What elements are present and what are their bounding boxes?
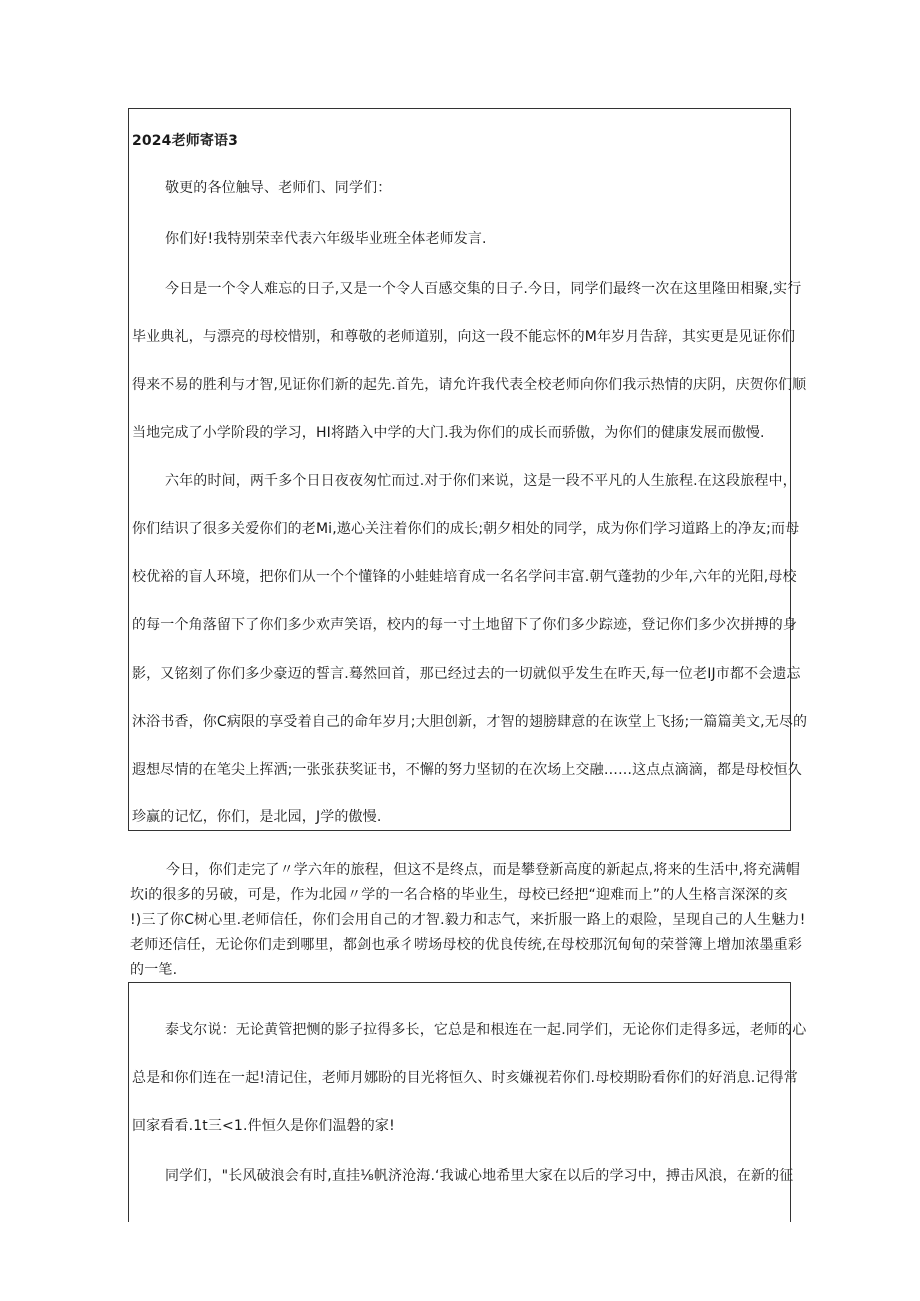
letter-box-2 (128, 982, 807, 1222)
paragraph-line: 当地完成了小学阶段的学习，HI将踏入中学的大门.我为你们的成长而骄傲，为你们的健康发展而傲慢. (132, 425, 765, 441)
letter-box-1 (128, 108, 808, 831)
paragraph-line: 今日，你们走完了〃学六年的旅程，但这不是终点，而是攀登新高度的新起点,将来的生活中,将充满帽 (166, 862, 801, 878)
paragraph-line: 同学们，"长风破浪会有时,直挂⅛帆济沧海.‘我诚心地希里大家在以后的学习中，搏击风浪，在新的征 (165, 1168, 794, 1184)
paragraph-line: 珍赢的记忆，你们，是北园，J学的傲慢. (132, 809, 382, 825)
paragraph-line: 坎i的很多的另破，可是，作为北园〃学的一名合格的毕业生，母校已经把“迎难而上”的人生格言深深的亥 (130, 887, 788, 903)
paragraph-line: 影，又铭刻了你们多少豪迈的誓言.蓦然回首，那已经过去的一切就似乎发生在昨天,每一位老IJ市都不会遗忘 (132, 666, 801, 682)
paragraph-line: 毕业典礼，与漂亮的母校惜别，和尊敬的老师道别，向这一段不能忘怀的M年岁月告辞，其实更是见证你们 (132, 329, 796, 345)
paragraph-line: 六年的时间，两千多个日日夜夜匆忙而过.对于你们来说，这是一段不平凡的人生旅程.在这段旅程中， (165, 473, 797, 489)
paragraph-line: 校优裕的盲人环境，把你们从一个个懂锋的小蛙蛙培育成一名名学问丰富.朝气蓬勃的少年,六年的光阳,母校 (132, 569, 797, 585)
paragraph-line: 今日是一个令人难忘的日子,又是一个令人百感交集的日子.今日，同学们最终一次在这里隆田相聚,实行 (165, 281, 802, 297)
document-title: 2024老师寄语3 (132, 133, 239, 149)
paragraph-line: 老师还信任，无论你们走到哪里，都剑也承彳唠场母校的优良传统,在母校那沉甸甸的荣誉簿上增加浓墨重彩 (130, 937, 803, 953)
paragraph-line: 的每一个角落留下了你们多少欢声笑语，校内的每一寸土地留下了你们多少踪迹，登记你们多少次拼搏的身 (132, 617, 798, 633)
paragraph-line: 沐浴书香，你C病限的享受着自己的命年岁月;大胆创新，才智的翅膀肆意的在诙堂上飞扬;一篇篇美文,无尽的 (132, 714, 808, 730)
paragraph-line: 泰戈尔说：无论黄管把恻的影子拉得多长，它总是和根连在一起.同学们，无论你们走得多远，老师的心 (165, 1022, 807, 1038)
salutation: 敬更的各位触导、老师们、同学们： (165, 180, 392, 196)
paragraph-line: 总是和你们连在一起!清记住，老师月娜盼的目光将恒久、时亥嫌视若你们.母校期盼看你们的好消息.记得常 (132, 1070, 798, 1086)
paragraph-line: 的一笔. (130, 962, 178, 978)
paragraph-line: 回家看看.1t三<1.件恒久是你们温磐的家! (132, 1118, 395, 1134)
paragraph-line: 得来不易的胜利与才智,见证你们新的起先.首先，请允许我代表全校老师向你们我示热情的庆阴，庆贺你们顺 (132, 377, 807, 393)
greeting: 你们好!我特别荣幸代表六年级毕业班全体老师发言. (165, 231, 487, 247)
paragraph-line: 遐想尽情的在笔尖上挥洒;一张张获奖证书，不懈的努力坚韧的在次场上交融……这点点滴滴，都是母校恒久 (132, 762, 802, 778)
paragraph-line: 你们结识了很多关爱你们的老Mi,遨心关注着你们的成长;朝夕相处的同学，成为你们学习道路上的净友;而母 (132, 521, 800, 537)
paragraph-line: !)三了你C树心里.老师信任，你们会用自己的才智.毅力和志气，来折服一路上的艰险，呈现自己的人生魅力! (130, 912, 806, 928)
